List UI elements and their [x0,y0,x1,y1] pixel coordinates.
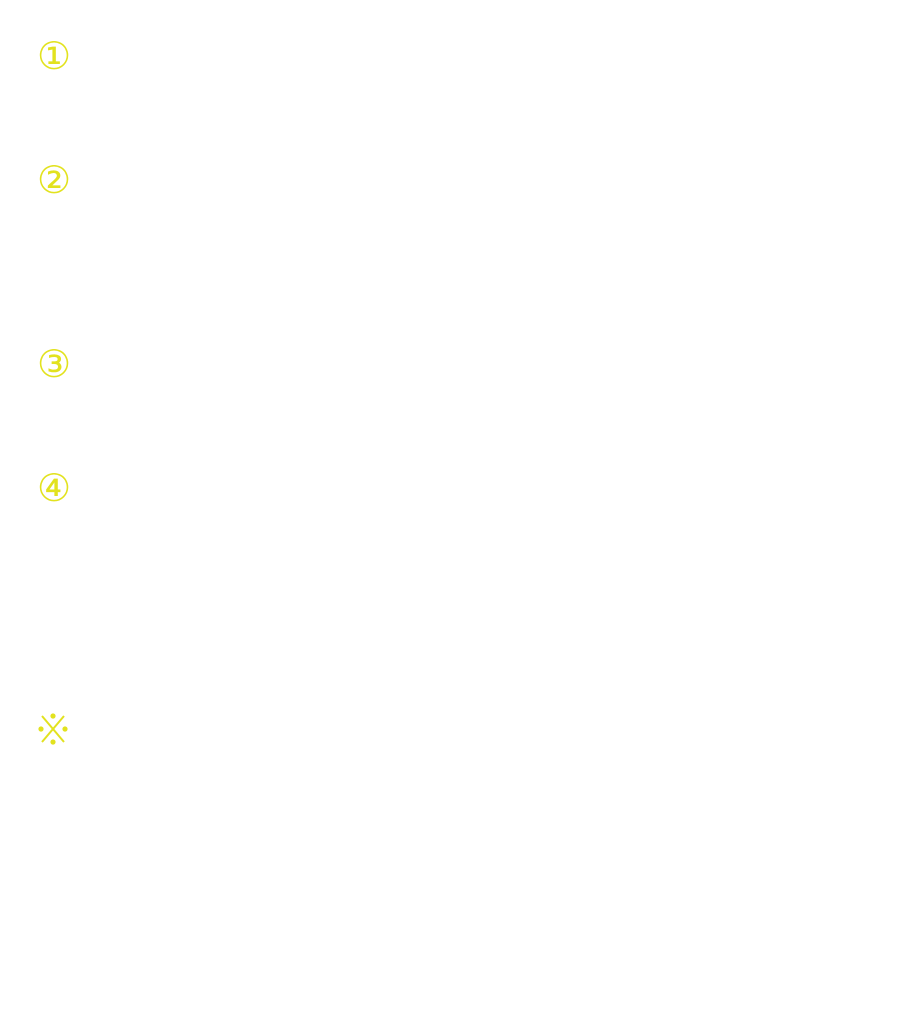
marker-4: ④ [36,466,72,510]
marker-1: ① [36,34,72,78]
marker-3: ③ [36,342,72,386]
marker-2: ② [36,158,72,202]
reference-mark-icon [36,710,70,750]
